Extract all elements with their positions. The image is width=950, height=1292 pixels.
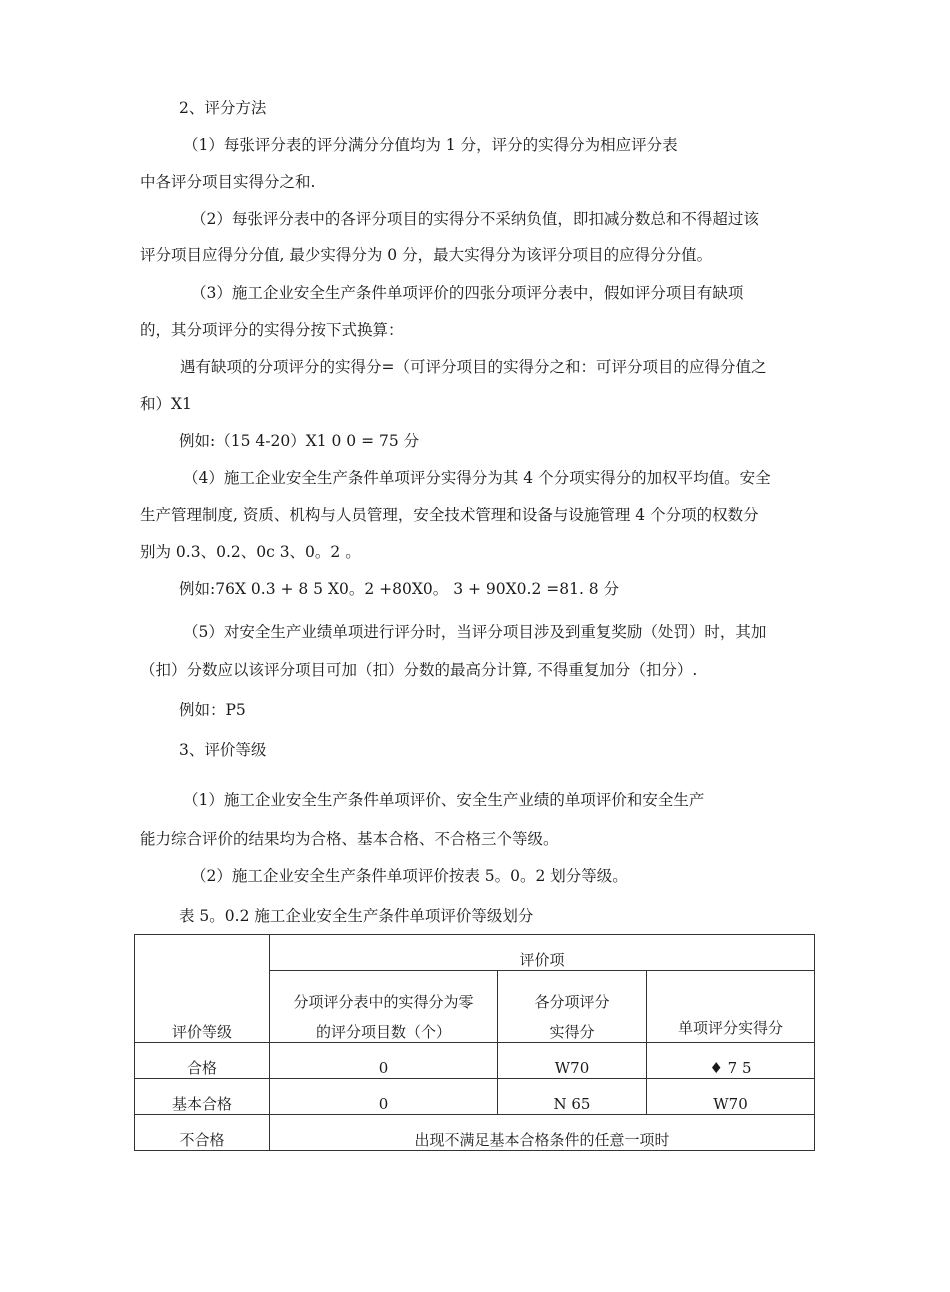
header-sub-score-cell bbox=[498, 971, 647, 1043]
header-zero-count-line-2: 的评分项目数（个） bbox=[315, 1023, 451, 1041]
paragraph-3-line-1: （3）施工企业安全生产条件单项评价的四张分项评分表中，假如评分项目有缺项 bbox=[191, 284, 744, 302]
row-level: 不合格 bbox=[135, 1115, 270, 1151]
section3-paragraph-1-line-1: （1）施工企业安全生产条件单项评价、安全生产业绩的单项评价和安全生产 bbox=[183, 791, 705, 809]
example-1: 例如:（15 4-20）X1 0 0 = 75 分 bbox=[179, 432, 420, 450]
header-zero-count-line-1: 分项评分表中的实得分为零 bbox=[293, 993, 474, 1011]
header-level: 评价等级 bbox=[171, 1023, 232, 1041]
header-items-cell bbox=[270, 935, 815, 971]
header-items: 评价项 bbox=[519, 951, 565, 969]
header-sub-score-line-2: 实得分 bbox=[549, 1023, 595, 1041]
table-row bbox=[135, 1079, 815, 1115]
section3-heading: 3、评价等级 bbox=[179, 741, 267, 759]
row-level: 基本合格 bbox=[135, 1079, 270, 1115]
paragraph-5-line-1: （5）对安全生产业绩单项进行评分时，当评分项目涉及到重复奖励（处罚）时，其加 bbox=[183, 623, 767, 641]
header-single-score-cell bbox=[647, 971, 815, 1043]
paragraph-2-line-2: 评分项目应得分分值, 最少实得分为 0 分，最大实得分为该评分项目的应得分分值。 bbox=[140, 246, 713, 264]
section3-paragraph-2: （2）施工企业安全生产条件单项评价按表 5。0。2 划分等级。 bbox=[191, 867, 628, 885]
formula-line-2: 和）X1 bbox=[140, 395, 192, 413]
row-single-score: ♦ 7 5 bbox=[647, 1043, 815, 1079]
section3-paragraph-1-line-2: 能力综合评价的结果均为合格、基本合格、不合格三个等级。 bbox=[140, 830, 559, 848]
row-sub-score: W70 bbox=[498, 1043, 647, 1079]
paragraph-4-line-2: 生产管理制度, 资质、机构与人员管理，安全技术管理和设备与设施管理 4 个分项的权数分 bbox=[140, 506, 759, 524]
paragraph-4-line-1: （4）施工企业安全生产条件单项评分实得分为其 4 个分项实得分的加权平均值。安全 bbox=[183, 469, 771, 487]
paragraph-3-line-2: 的，其分项评分的实得分按下式换算： bbox=[140, 321, 404, 339]
example-3: 例如：P5 bbox=[179, 701, 246, 719]
row-zero-count: 0 bbox=[270, 1043, 498, 1079]
header-level-cell bbox=[135, 935, 270, 1043]
paragraph-5-line-2: （扣）分数应以该评分项目可加（扣）分数的最高分计算, 不得重复加分（扣分）. bbox=[140, 661, 698, 679]
section2-heading: 2、评分方法 bbox=[179, 99, 267, 117]
row-level: 合格 bbox=[135, 1043, 270, 1079]
row-sub-score: N 65 bbox=[498, 1079, 647, 1115]
header-single-score: 单项评分实得分 bbox=[677, 1019, 783, 1037]
table-row bbox=[135, 1043, 815, 1079]
formula-line-1: 遇有缺项的分项评分的实得分=（可评分项目的实得分之和：可评分项目的应得分值之 bbox=[180, 358, 767, 376]
table-row-fail bbox=[135, 1115, 815, 1151]
header-sub-score-line-1: 各分项评分 bbox=[534, 993, 610, 1011]
row-zero-count: 0 bbox=[270, 1079, 498, 1115]
paragraph-4-line-3: 别为 0.3、0.2、0c 3、0。2 。 bbox=[140, 543, 361, 561]
paragraph-2-line-1: （2）每张评分表中的各评分项目的实得分不采纳负值，即扣减分数总和不得超过该 bbox=[191, 210, 759, 228]
example-2: 例如:76X 0.3 + 8 5 X0。2 +80X0。 3 + 90X0.2 =81. 8 分 bbox=[179, 580, 620, 598]
row-single-score: W70 bbox=[647, 1079, 815, 1115]
paragraph-1-line-2: 中各评分项目实得分之和. bbox=[140, 173, 316, 191]
grade-table bbox=[134, 934, 815, 1151]
table-caption: 表 5。0.2 施工企业安全生产条件单项评价等级划分 bbox=[179, 907, 534, 925]
header-zero-count-cell bbox=[270, 971, 498, 1043]
row-fail-condition: 出现不满足基本合格条件的任意一项时 bbox=[270, 1115, 815, 1151]
paragraph-1-line-1: （1）每张评分表的评分满分分值均为 1 分，评分的实得分为相应评分表 bbox=[183, 136, 678, 154]
